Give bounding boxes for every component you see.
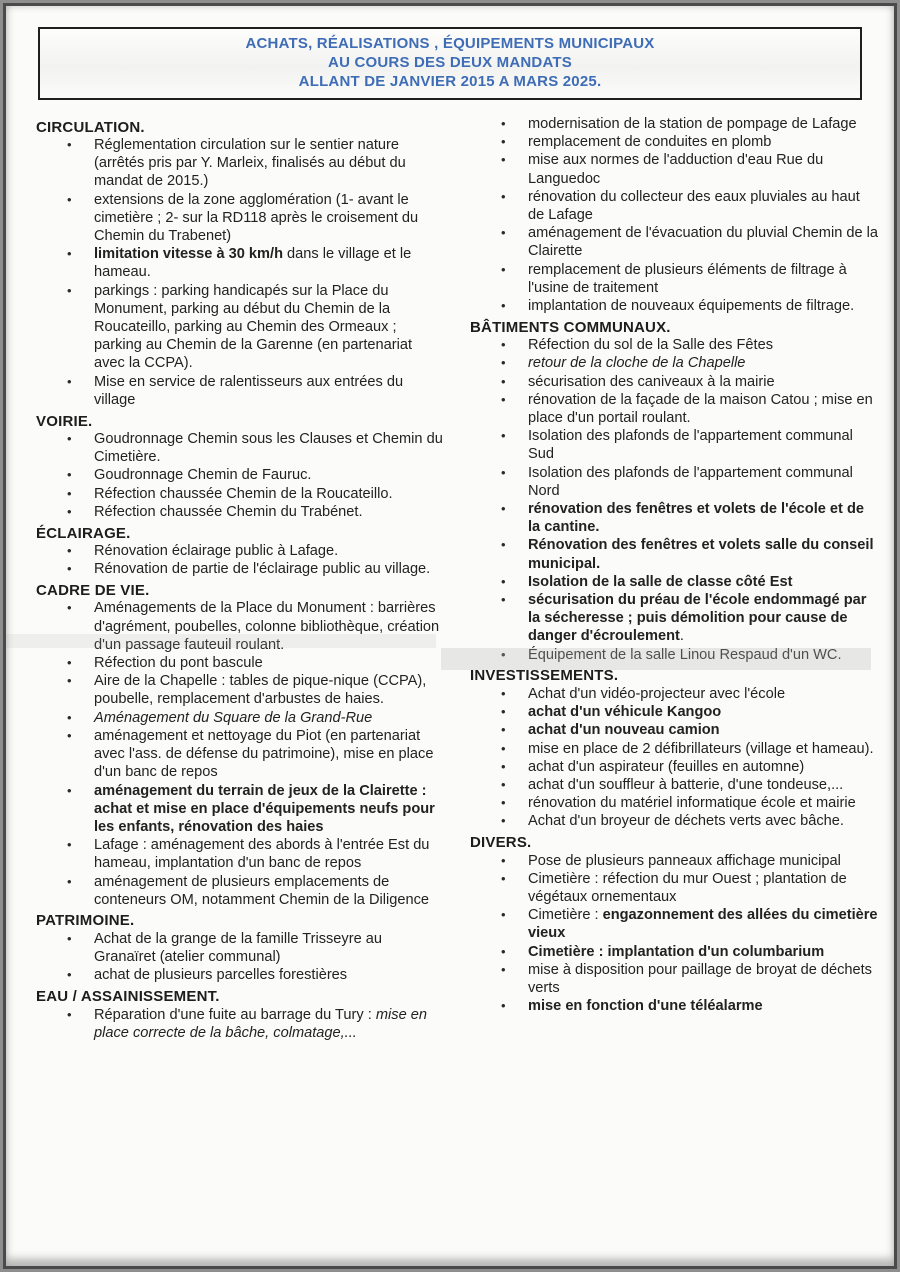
bullet-icon: • bbox=[67, 1006, 72, 1022]
bullet-icon: • bbox=[67, 373, 72, 389]
list-item bbox=[36, 466, 448, 484]
list-item bbox=[470, 391, 882, 427]
item-text: implantation de nouveaux équipements de filtrage. bbox=[528, 298, 855, 315]
list-item bbox=[36, 282, 448, 373]
list-item bbox=[36, 873, 448, 909]
bullet-icon: • bbox=[67, 246, 72, 262]
bullet-icon: • bbox=[501, 870, 506, 886]
item-text: mise en place de 2 défibrillateurs (village et hameau). bbox=[528, 740, 874, 757]
bullet-icon: • bbox=[501, 355, 506, 371]
section-heading: EAU / ASSAINISSEMENT. bbox=[36, 988, 220, 1006]
list-item bbox=[470, 115, 882, 133]
section-heading: PATRIMOINE. bbox=[36, 912, 135, 930]
bullet-icon: • bbox=[501, 943, 506, 959]
item-text: aménagement de l'évacuation du pluvial Chemin de la Clairette bbox=[528, 225, 879, 260]
item-text: achat de plusieurs parcelles forestières bbox=[94, 967, 348, 984]
bullet-icon: • bbox=[501, 646, 506, 662]
item-text: rénovation du matériel informatique école et mairie bbox=[528, 795, 856, 812]
section bbox=[36, 413, 448, 522]
list-item bbox=[36, 560, 448, 578]
section-heading: VOIRIE. bbox=[36, 412, 93, 430]
list-item bbox=[470, 740, 882, 758]
list-item bbox=[470, 151, 882, 187]
list-item bbox=[36, 245, 448, 281]
list-item bbox=[470, 188, 882, 224]
bullet-icon: • bbox=[501, 573, 506, 589]
bullet-icon: • bbox=[501, 704, 506, 720]
list-item bbox=[36, 966, 448, 984]
list-item bbox=[36, 136, 448, 191]
list-item bbox=[470, 852, 882, 870]
item-text: Cimetière : implantation d'un columbarium bbox=[528, 943, 825, 960]
bullet-icon: • bbox=[501, 740, 506, 756]
list-item bbox=[470, 961, 882, 997]
section-heading: ÉCLAIRAGE. bbox=[36, 524, 131, 542]
bullet-icon: • bbox=[501, 134, 506, 150]
document-page bbox=[3, 3, 897, 1269]
title-line-3: ALLANT DE JANVIER 2015 A MARS 2025. bbox=[298, 73, 602, 90]
list-item bbox=[36, 373, 448, 409]
list-item bbox=[36, 930, 448, 966]
bullet-icon: • bbox=[501, 261, 506, 277]
item-text: Isolation des plafonds de l'appartement communal Nord bbox=[528, 464, 853, 499]
item-text: Rénovation des fenêtres et volets salle du conseil municipal. bbox=[528, 537, 874, 572]
list-item bbox=[36, 542, 448, 560]
bullet-icon: • bbox=[501, 501, 506, 517]
item-text: aménagement et nettoyage du Piot (en partenariat avec l'ass. de défense du patrimoine), mise en place d'un banc de repos bbox=[94, 727, 434, 781]
bullet-icon: • bbox=[67, 782, 72, 798]
item-text: Mise en service de ralentisseurs aux entrées du village bbox=[94, 373, 404, 408]
item-text: Réglementation circulation sur le sentier nature (arrêtés pris par Y. Marleix, finalisés au début du mandat de 2015.) bbox=[94, 137, 406, 190]
bullet-icon: • bbox=[501, 776, 506, 792]
item-text: limitation vitesse à 30 km/h dans le village et le hameau. bbox=[94, 246, 412, 281]
bullet-icon: • bbox=[67, 673, 72, 689]
list-item bbox=[470, 336, 882, 354]
list-item bbox=[36, 782, 448, 837]
section-heading: BÂTIMENTS COMMUNAUX. bbox=[470, 318, 671, 336]
item-text: Achat de la grange de la famille Trisseyre au Granaïret (atelier communal) bbox=[94, 930, 382, 966]
bullet-icon: • bbox=[67, 543, 72, 559]
item-text: sécurisation des caniveaux à la mairie bbox=[528, 373, 775, 390]
section-heading: INVESTISSEMENTS. bbox=[470, 667, 619, 685]
section bbox=[470, 319, 882, 664]
list-item bbox=[470, 573, 882, 591]
list-item bbox=[36, 654, 448, 672]
list-item bbox=[36, 672, 448, 708]
right-column bbox=[470, 115, 882, 1042]
bullet-icon: • bbox=[67, 282, 72, 298]
item-text: Équipement de la salle Linou Respaud d'un WC. bbox=[528, 646, 842, 663]
list-item bbox=[470, 812, 882, 830]
item-text: rénovation de la façade de la maison Catou ; mise en place d'un portail roulant. bbox=[528, 391, 873, 427]
item-text: sécurisation du préau de l'école endommagé par la sécheresse ; puis démolition pour cause de danger d'écroulement. bbox=[528, 592, 867, 645]
title-line-2: AU COURS DES DEUX MANDATS bbox=[328, 54, 572, 71]
left-column bbox=[36, 115, 448, 1042]
bullet-icon: • bbox=[67, 655, 72, 671]
item-text: achat d'un véhicule Kangoo bbox=[528, 704, 722, 721]
item-text: Réfection chaussée Chemin de la Roucateillo. bbox=[94, 485, 393, 502]
list-item bbox=[470, 133, 882, 151]
item-text: mise en fonction d'une téléalarme bbox=[528, 998, 763, 1015]
bullet-icon: • bbox=[67, 431, 72, 447]
bullet-icon: • bbox=[501, 961, 506, 977]
list-item bbox=[36, 709, 448, 727]
item-text: Aménagement du Square de la Grand-Rue bbox=[94, 709, 373, 726]
item-text: parkings : parking handicapés sur la Place du Monument, parking au début du Chemin de la Roucateillo, parking au Chemin des Ormeaux ; parking au Chemin de la Garenne (en partenariat avec la CCPA). bbox=[94, 282, 413, 372]
list-item bbox=[470, 297, 882, 315]
item-text: achat d'un souffleur à batterie, d'une tondeuse,... bbox=[528, 776, 844, 793]
list-item bbox=[470, 943, 882, 961]
bullet-icon: • bbox=[501, 758, 506, 774]
item-text: remplacement de conduites en plomb bbox=[528, 134, 772, 151]
item-text: Cimetière : réfection du mur Ouest ; plantation de végétaux ornementaux bbox=[528, 870, 847, 905]
bullet-icon: • bbox=[67, 930, 72, 946]
item-text: mise aux normes de l'adduction d'eau Rue du Languedoc bbox=[528, 152, 824, 187]
list-item bbox=[470, 536, 882, 572]
section bbox=[36, 912, 448, 984]
bullet-icon: • bbox=[501, 813, 506, 829]
item-text: Isolation des plafonds de l'appartement communal Sud bbox=[528, 428, 853, 463]
bullet-icon: • bbox=[501, 592, 506, 608]
list-item bbox=[470, 758, 882, 776]
bullet-icon: • bbox=[501, 907, 506, 923]
bullet-icon: • bbox=[501, 337, 506, 353]
bullet-icon: • bbox=[67, 561, 72, 577]
list-item bbox=[470, 224, 882, 260]
item-text: Rénovation éclairage public à Lafage. bbox=[94, 543, 339, 560]
bullet-icon: • bbox=[501, 152, 506, 168]
section bbox=[36, 988, 448, 1042]
bullet-icon: • bbox=[501, 998, 506, 1014]
section bbox=[36, 525, 448, 579]
bullet-icon: • bbox=[67, 873, 72, 889]
item-text: extensions de la zone agglomération (1- avant le cimetière ; 2- sur la RD118 après le croisement du Chemin du Trabenet) bbox=[94, 191, 419, 245]
bullet-icon: • bbox=[501, 795, 506, 811]
item-text: Réfection du pont bascule bbox=[94, 655, 263, 672]
list-item bbox=[470, 354, 882, 372]
item-text: Isolation de la salle de classe côté Est bbox=[528, 573, 793, 590]
item-text: Pose de plusieurs panneaux affichage municipal bbox=[528, 852, 841, 869]
section-heading: CIRCULATION. bbox=[36, 118, 145, 136]
item-text: Cimetière : engazonnement des allées du cimetière vieux bbox=[528, 907, 878, 942]
bullet-icon: • bbox=[501, 391, 506, 407]
bullet-icon: • bbox=[67, 727, 72, 743]
list-item bbox=[470, 776, 882, 794]
bullet-icon: • bbox=[501, 225, 506, 241]
item-text: Goudronnage Chemin de Fauruc. bbox=[94, 467, 312, 484]
list-item bbox=[470, 906, 882, 942]
section bbox=[470, 115, 882, 315]
section bbox=[36, 582, 448, 909]
list-item bbox=[470, 997, 882, 1015]
list-item bbox=[470, 591, 882, 646]
section bbox=[470, 667, 882, 830]
list-item bbox=[36, 503, 448, 521]
item-text: Aire de la Chapelle : tables de pique-nique (CCPA), poubelle, remplacement d'arbustes de haies. bbox=[94, 673, 427, 708]
list-item bbox=[470, 464, 882, 500]
item-text: aménagement du terrain de jeux de la Clairette : achat et mise en place d'équipements neufs pour les enfants, rénovation des haies bbox=[94, 782, 435, 835]
bullet-icon: • bbox=[501, 428, 506, 444]
list-item bbox=[470, 646, 882, 664]
item-text: mise à disposition pour paillage de broyat de déchets verts bbox=[528, 961, 872, 996]
item-text: Achat d'un broyeur de déchets verts avec bâche. bbox=[528, 813, 844, 830]
section-heading: DIVERS. bbox=[470, 834, 532, 852]
bullet-icon: • bbox=[501, 722, 506, 738]
bullet-icon: • bbox=[67, 191, 72, 207]
bullet-icon: • bbox=[501, 685, 506, 701]
item-text: Goudronnage Chemin sous les Clauses et Chemin du Cimetière. bbox=[94, 431, 443, 466]
item-text: achat d'un nouveau camion bbox=[528, 722, 720, 739]
list-item bbox=[36, 485, 448, 503]
bullet-icon: • bbox=[501, 537, 506, 553]
list-item bbox=[470, 373, 882, 391]
list-item bbox=[36, 1006, 448, 1042]
bullet-icon: • bbox=[501, 116, 506, 131]
section bbox=[36, 119, 448, 410]
list-item bbox=[36, 727, 448, 782]
item-text: rénovation des fenêtres et volets de l'école et de la cantine. bbox=[528, 501, 864, 536]
bullet-icon: • bbox=[501, 298, 506, 314]
item-text: Réfection du sol de la Salle des Fêtes bbox=[528, 337, 773, 354]
item-text: Rénovation de partie de l'éclairage public au village. bbox=[94, 561, 431, 578]
list-item bbox=[36, 599, 448, 654]
bullet-icon: • bbox=[67, 485, 72, 501]
item-text: aménagement de plusieurs emplacements de conteneurs OM, notamment Chemin de la Diligence bbox=[94, 873, 430, 908]
section-heading: CADRE DE VIE. bbox=[36, 581, 150, 599]
bullet-icon: • bbox=[501, 188, 506, 204]
list-item bbox=[470, 794, 882, 812]
item-text: modernisation de la station de pompage de Lafage bbox=[528, 116, 857, 132]
bullet-icon: • bbox=[67, 709, 72, 725]
item-text: achat d'un aspirateur (feuilles en automne) bbox=[528, 758, 805, 775]
item-text: retour de la cloche de la Chapelle bbox=[528, 355, 746, 372]
bullet-icon: • bbox=[501, 852, 506, 868]
list-item bbox=[470, 261, 882, 297]
title-box bbox=[38, 27, 862, 100]
title-line-1: ACHATS, RÉALISATIONS , ÉQUIPEMENTS MUNICIPAUX bbox=[245, 35, 655, 52]
list-item bbox=[36, 430, 448, 466]
section bbox=[470, 834, 882, 1015]
bullet-icon: • bbox=[67, 503, 72, 519]
bullet-icon: • bbox=[501, 464, 506, 480]
list-item bbox=[470, 703, 882, 721]
list-item bbox=[470, 721, 882, 739]
list-item bbox=[470, 870, 882, 906]
item-text: Lafage : aménagement des abords à l'entrée Est du hameau, implantation d'un banc de repos bbox=[94, 837, 430, 872]
bullet-icon: • bbox=[67, 600, 72, 616]
item-text: Réparation d'une fuite au barrage du Tury : mise en place correcte de la bâche, colmatage,... bbox=[94, 1006, 427, 1041]
item-text: Achat d'un vidéo-projecteur avec l'école bbox=[528, 685, 786, 702]
list-item bbox=[470, 500, 882, 536]
content-columns bbox=[6, 100, 894, 1042]
list-item bbox=[36, 836, 448, 872]
bullet-icon: • bbox=[501, 373, 506, 389]
list-item bbox=[470, 427, 882, 463]
bullet-icon: • bbox=[67, 467, 72, 483]
item-text: rénovation du collecteur des eaux pluviales au haut de Lafage bbox=[528, 188, 860, 224]
item-text: Réfection chaussée Chemin du Trabénet. bbox=[94, 503, 363, 520]
bullet-icon: • bbox=[67, 837, 72, 853]
bullet-icon: • bbox=[67, 967, 72, 983]
bullet-icon: • bbox=[67, 137, 72, 152]
list-item bbox=[36, 191, 448, 246]
item-text: remplacement de plusieurs éléments de filtrage à l'usine de traitement bbox=[528, 261, 847, 296]
item-text: Aménagements de la Place du Monument : barrières d'agrément, poubelles, colonne bibliothèque, création d'un passage fauteuil roulant. bbox=[94, 600, 440, 653]
list-item bbox=[470, 685, 882, 703]
